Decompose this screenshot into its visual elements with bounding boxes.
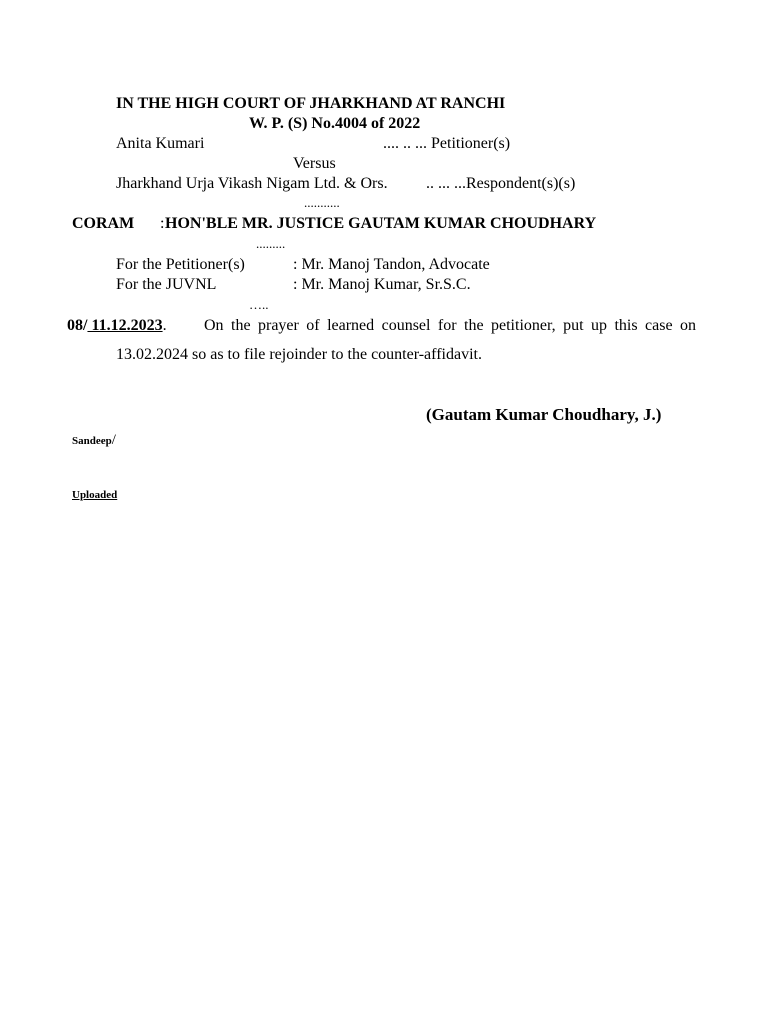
petitioner-name: Anita Kumari	[116, 135, 205, 152]
respondent-role: .. ... ...Respondent(s)(s)	[426, 175, 576, 192]
order-number: 08/	[67, 317, 88, 334]
juvnl-counsel-label: For the JUVNL	[116, 276, 217, 293]
versus-label: Versus	[293, 155, 336, 172]
coram-judge: HON'BLE MR. JUSTICE GAUTAM KUMAR CHOUDHARY	[165, 215, 597, 232]
coram-colon: :	[160, 215, 165, 232]
petitioner-role: .... .. ... Petitioner(s)	[383, 135, 511, 152]
petitioner-counsel-value: : Mr. Manoj Tandon, Advocate	[293, 256, 490, 273]
uploaded-label: Uploaded	[72, 489, 118, 501]
judge-signature: (Gautam Kumar Choudhary, J.)	[426, 405, 662, 424]
order-period: .	[162, 317, 167, 334]
clerk-slash: /	[111, 432, 116, 448]
order-text-line1: On the prayer of learned counsel for the petitioner, put up this case on	[204, 317, 696, 334]
coram-separator: .........	[256, 236, 286, 251]
counsel-separator: …..	[249, 297, 269, 312]
petitioner-counsel-label: For the Petitioner(s)	[116, 256, 245, 273]
juvnl-counsel-value: : Mr. Manoj Kumar, Sr.S.C.	[293, 276, 471, 293]
parties-separator: ...........	[304, 195, 340, 210]
court-title: IN THE HIGH COURT OF JHARKHAND AT RANCHI	[116, 95, 506, 112]
clerk-name: Sandeep	[72, 435, 112, 447]
order-text-line2: 13.02.2024 so as to file rejoinder to the counter-affidavit.	[116, 346, 482, 363]
coram-label: CORAM	[72, 215, 135, 232]
case-number: W. P. (S) No.4004 of 2022	[249, 115, 421, 132]
respondent-name: Jharkhand Urja Vikash Nigam Ltd. & Ors.	[116, 175, 388, 192]
clerk-signoff	[72, 430, 116, 450]
order-number-date	[67, 316, 167, 336]
order-date: 11.12.2023	[87, 317, 163, 334]
